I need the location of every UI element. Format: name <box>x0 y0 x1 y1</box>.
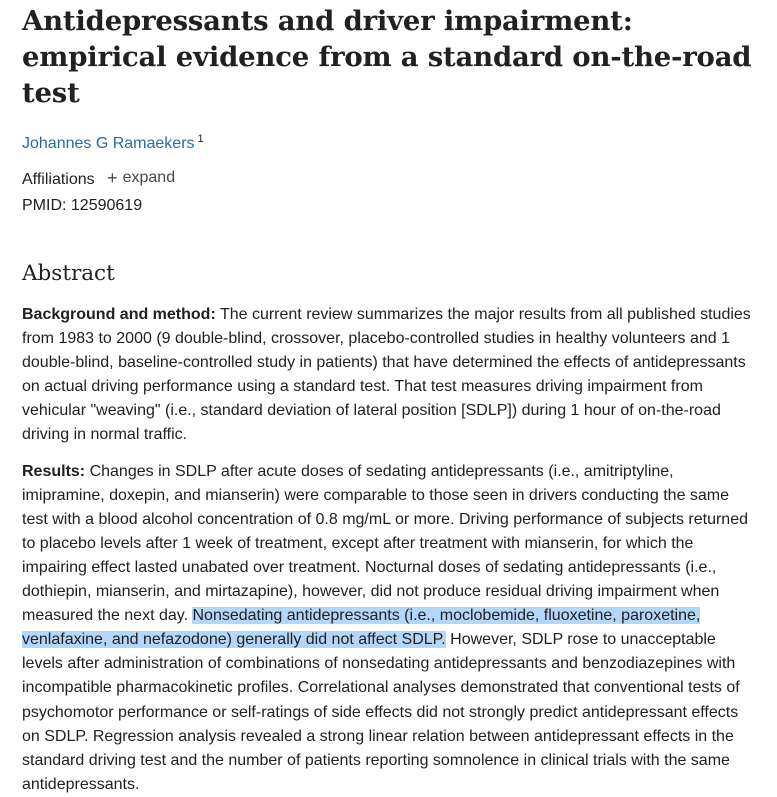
author-link[interactable]: Johannes G Ramaekers <box>22 135 195 152</box>
article-title: Antidepressants and driver impairment: empirical evidence from a standard on-the-road test <box>22 5 752 109</box>
abstract-background-paragraph <box>22 303 755 448</box>
results-highlighted-text: Nonsedating antidepressants (i.e., moclobemide, fluoxetine, paroxetine, venlafaxine, and nefazodone) generally did not affect SDLP. <box>22 607 701 649</box>
plus-icon: + <box>107 168 118 188</box>
background-text: The current review summarizes the major results from all published studies from 1983 to 2000 (9 double-blind, crossover, placebo-controlled studies in healthy volunteers and 1 double-blind, baseline-controlled study in patients) that have determined the effects of antidepressants on actual driving performance using a standard test. That test measures driving impairment from vehicular "weaving" (i.e., standard deviation of lateral position [SDLP]) during 1 hour of on-the-road driving in normal traffic. <box>22 306 751 444</box>
abstract-heading: Abstract <box>22 261 115 286</box>
affiliations-label: Affiliations <box>22 171 95 188</box>
expand-label: expand <box>122 169 176 186</box>
pmid-label: PMID: <box>22 197 67 214</box>
results-text-after: However, SDLP rose to unacceptable levels after administration of combinations of nonsedating antidepressants and benzodiazepines with incompatible pharmacokinetic profiles. Correlational analyses demonstrated that conventional tests of psychomotor performance or self-ratings of side effects did not strongly predict antidepressant effects on SDLP. Regression analysis revealed a strong linear relation between antidepressant effects in the standard driving test and the number of patients reporting somnolence in clinical trials with the same antidepressants. <box>22 631 740 793</box>
affiliations-row <box>22 169 755 191</box>
results-label: Results: <box>22 462 86 480</box>
abstract-results-paragraph <box>22 460 755 797</box>
background-label: Background and method: <box>22 306 216 323</box>
authors-list <box>22 133 755 155</box>
pmid-row <box>22 195 755 217</box>
results-text-before: Changes in SDLP after acute doses of sedating antidepressants (i.e., amitriptyline, imipramine, doxepin, and mianserin) were comparable to those seen in drivers conducting the same test with a blood alcohol concentration of 0.8 mg/mL or more. Driving performance of subjects returned to placebo levels after 1 week of treatment, except after treatment with mianserin, for which the impairing effect lasted unabated over treatment. Nocturnal doses of sedating antidepressants (i.e., dothiepin, mianserin, and mirtazapine), however, did not produce residual driving impairment when measured the next day. <box>22 462 748 625</box>
expand-affiliations-button[interactable] <box>107 169 175 187</box>
pmid-value: 12590619 <box>70 197 143 214</box>
author-affiliation-ref[interactable]: 1 <box>197 132 204 145</box>
